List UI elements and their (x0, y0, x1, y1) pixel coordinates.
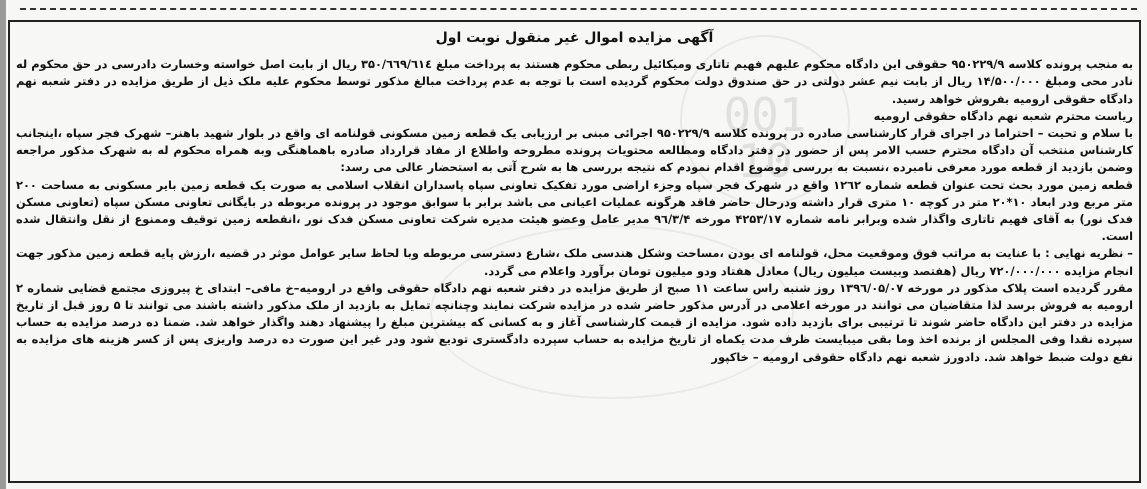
watermark-logo: 001 10 (680, 35, 850, 205)
scan-edge (0, 0, 6, 489)
property-description-paragraph: قطعه زمین مورد بحث تحت عنوان قطعه شماره ۱۲٦۲ واقع در شهرک فجر سپاه وجزء اراضی مورد تفکیک تعاونی سپاه پاسداران انقلاب اسلامی به صورت یک قطعه زمین بایر مسکونی به مساحت ۲۰۰ متر مربع ودر ابعاد ۱۰*۲۰ متر در کوچه ۱۰ متری قرار داشته ودرحال حاضر فاقد هرگونه عملیات اعیانی می باشد برابر با سوابق موجود در پرونده مربوطه در بایگانی تعاونی مسکن سپاه (تعاونی مسکن فدک نور) به آقای فهیم تاتاری واگذار شده وبرابر نامه شماره ۴۲۵۳/۱۷ مورخه ۹٦/۳/۴ مدیر عامل وعضو هیئت مدیره شرکت تعاونی مسکن فدک نور ،انقطعه زمین توقیف وممنوع از نقل وانتقال شده است. (16, 177, 1133, 244)
notice-body (16, 30, 1133, 366)
auction-terms-text: مقرر گردیده است پلاک مذکور در مورخه ۱۳۹٦/۰۵/۰۷ روز شنبه راس ساعت ۱۱ صبح از طریق مزایده در دفتر شعبه نهم دادگاه حقوقی واقع در ارومیه–خ مافی– ابتدای خ پیروزی مجتمع قضایی شماره ۲ ارومیه به فروش برسد لذا متقاضیان می توانند در مورخه اعلامی در آدرس مذکور حاضر شده در مزایده شرکت نمایند وچنانچه تمایل به بازدید از ملک مذکور داشته باشند می توانند تا ۵ روز قبل از تاریخ مزایده در دفتر این دادگاه حاضر شوند تا ترتیبی برای بازدید داده شود. مزایده از قیمت کارشناسی آغاز و به کسانی که بیشترین مبلغ را پیشنهاد دهند واگذار خواهد شد. ضمنا ده درصد مزایده به حساب سپرده نقدا وفی المجلس از برنده اخذ وما بقی میبایست ظرف مدت یکماه از تاریخ مزایده به حساب سپرده دادگستری تودیع شود ودر غیر این صورت ده درصد واریزی پس از کسر هزینه های مزایده به نفع دولت ضبط خواهد شد. (16, 280, 1133, 364)
notice-title: آگهی مزایده اموال غیر منقول نوبت اول (435, 30, 714, 46)
expert-report-paragraph: با سلام و تحیت – احتراما در اجرای قرار کارشناسی صادره در پرونده کلاسه ۹۵۰۲۲۹/۹ اجرائی مبنی بر ارزیابی یک قطعه زمین مسکونی قولنامه ای واقع در بلوار شهید باهنر– شهرک فجر سپاه ،اینجانب کارشناس منتخب آن دادگاه محترم حسب الامر پس از حضور در دفتر دادگاه ومطالعه محتویات پرونده مطروحه واطلاع از مفاد قرارداد صادره باهماهنگی وبه همراه محکوم له به شهرک مذکور مراجعه وضمن بازدید از قطعه مورد معرفی نامبرده ،نسبت به بررسی موضوع اقدام نمودم که نتیجه بررسی ها به شرح آتی به استحضار عالی می رسد: (16, 126, 1133, 175)
intro-paragraph: به منجب پرونده کلاسه ۹۵۰۲۲۹/۹ حقوقی این دادگاه محکوم علیهم فهیم تاتاری ومیکائیل ربطی محکوم هستند به پرداخت مبلغ ۳۵۰/٦٦٩/٦١٤ ریال از بابت اصل خواسته وخسارت دادرسی در حق محکوم له نادر محی ومبلغ ۱۴/۵۰۰/۰۰۰ ریال از بابت نیم عشر دولتی در حق صندوق دولت محکوم گردیده است با توجه به عدم پرداخت مبالغ مذکور توسط محکوم علیه ملک ذیل از طریق مزایده در دفتر شعبه نهم دادگاه حقوقی ارومیه بفروش خواهد رسید. (16, 57, 1133, 106)
auction-terms-paragraph (16, 280, 1133, 366)
top-dashed-rule (20, 8, 1137, 10)
final-opinion-paragraph: – نظریه نهایی : با عنایت به مراتب فوق وموقعیت محل، قولنامه ای بودن ،مساحت وشکل هندسی ملک ،شارع دسترسی مربوطه وبا لحاظ سایر عوامل موثر در قضیه ،ارزش پایه قطعه زمین مذکور جهت انجام مزایده ۷۲۰/۰۰۰/۰۰۰ ریال (هفتصد وبیست میلیون ریال) معادل هفتاد ودو میلیون تومان برآورد واعلام می گردد. (16, 246, 1133, 278)
addressee-line: ریاست محترم شعبه نهم دادگاه حقوقی ارومیه (873, 108, 1133, 123)
signature-line: دادورز شعبه نهم دادگاه حقوقی ارومیه – خاکپور (711, 349, 980, 364)
